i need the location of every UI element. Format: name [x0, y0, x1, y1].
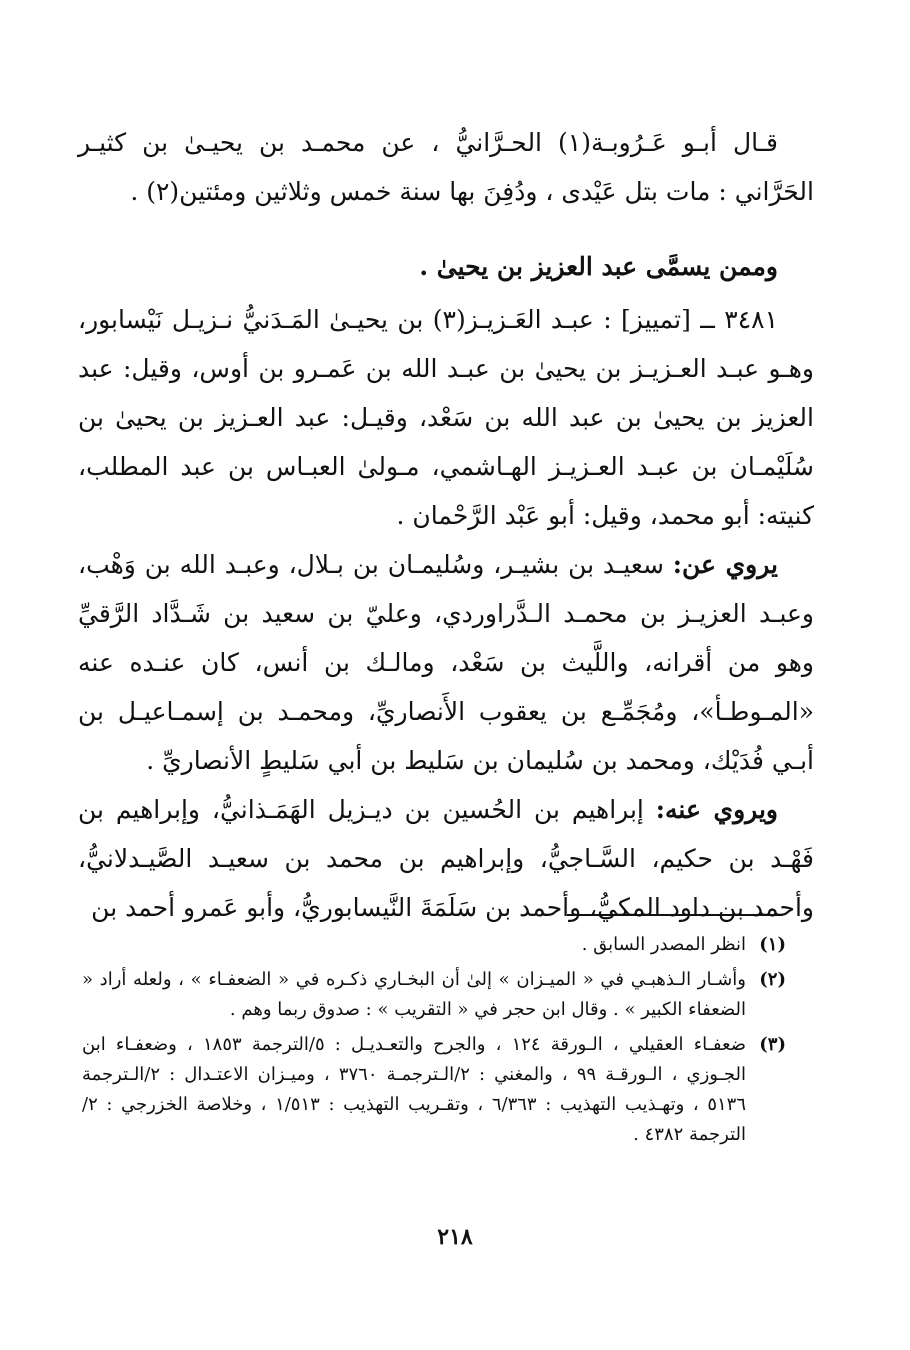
footnote-number: (١) [759, 934, 786, 955]
biography-entry: ٣٤٨١ ــ [تمييز] : عبـد العَـزيـز(٣) بن يحيـىٰ المَـدَنيُّ نـزيـل نَيْسابور، وهـو عبـد العـزيـز بن يحيىٰ بن عبـد الله بن عَمـرو بن أوس، وقيل: عبد العزيز بن يحيىٰ بن عبد الله بن سَعْد، وقيـل: عبد العـزيز بن يحيىٰ بن سُلَيْمـان بن عبـد العـزيـز الهـاشمي، مـولىٰ العبـاس بن عبد المطلب، كنيته: أبو محمد، وقيل: أبو عَبْد الرَّحْمان . [78, 305, 814, 530]
narrated-by-text: إبراهيم بن الحُسين بن ديـزيل الهَمَـذانيُّ، وإبراهيم بن فَهْـد بن حكيم، السَّـاجيُّ، وإبراهيم بن محمد بن سعيـد الصَّيـدلانيُّ، وأحمد بن داود المكيُّ، وأحمد بن سَلَمَةَ النَّيسابوريُّ، وأبو عَمرو أحمد بن [78, 795, 814, 922]
footnote-separator [567, 914, 782, 916]
footnote-number: (٣) [759, 1034, 786, 1055]
section-heading: وممن يسمَّى عبد العزيز بن يحيىٰ . [419, 252, 778, 281]
main-text [78, 118, 814, 932]
narrates-from-label: يروي عن: [672, 550, 778, 579]
footnote-1 [82, 930, 786, 960]
footnote-3 [82, 1030, 786, 1150]
footnote-number: (٢) [759, 969, 786, 990]
footnote-text: انظر المصدر السابق . [581, 934, 746, 955]
narrates-from-text: سعيـد بن بشيـر، وسُليمـان بن بـلال، وعبـد الله بن وَهْب، وعبـد العزيـز بن محمـد الـدَّراوردي، وعليّ بن سعيد بن شَـدَّاد الرَّقيِّ وهو من أقرانه، واللَّيث بن سَعْد، ومالـك بن أنس، كان عنـده عنه «المـوطـأ»، ومُجَمِّـع بن يعقوب الأَنصاريِّ، ومحمـد بن إسمـاعيـل بن أبـي فُدَيْك، ومحمد بن سُليمان بن سَليط بن أبي سَليطٍ الأنصاريِّ . [78, 550, 814, 775]
narrated-by-paragraph [78, 785, 814, 932]
footnote-text: ضعفـاء العقيلي ، الـورقة ١٢٤ ، والجرح والتعـديـل : ٥/الترجمة ١٨٥٣ ، وضعفـاء ابن الجـوزي ، الـورقـة ٩٩ ، والمغني : ٢/الـترجمـة ٣٧٦٠ ، وميـزان الاعتـدال : ٢/الـترجمة ٥١٣٦ ، وتهـذيب التهذيب : ٦/٣٦٣ ، وتقـريب التهذيب : ١/٥١٣ ، وخلاصة الخزرجي : ٢/الترجمة ٤٣٨٢ . [82, 1034, 747, 1145]
footnote-2 [82, 965, 786, 1025]
page-number: ٢١٨ [437, 1224, 473, 1250]
narrates-from-paragraph [78, 540, 814, 785]
footnotes [82, 930, 786, 1155]
narrated-by-label: ويروي عنه: [655, 795, 779, 824]
footnote-text: وأشـار الـذهبـي في « الميـزان » إلىٰ أن البخـاري ذكـره في « الضعفـاء » ، ولعله أراد « الضعفاء الكبير » . وقال ابن حجر في « التقريب » : صدوق ربما وهم . [82, 969, 746, 1020]
intro-paragraph: قـال أبـو عَـرُوبـة(١) الحـرَّانيُّ ، عن محمـد بن يحيـىٰ بن كثيـر الحَرَّاني : مات بتل عَيْدى ، ودُفِنَ بها سنة خمس وثلاثين ومئتين(٢) . [78, 128, 814, 206]
